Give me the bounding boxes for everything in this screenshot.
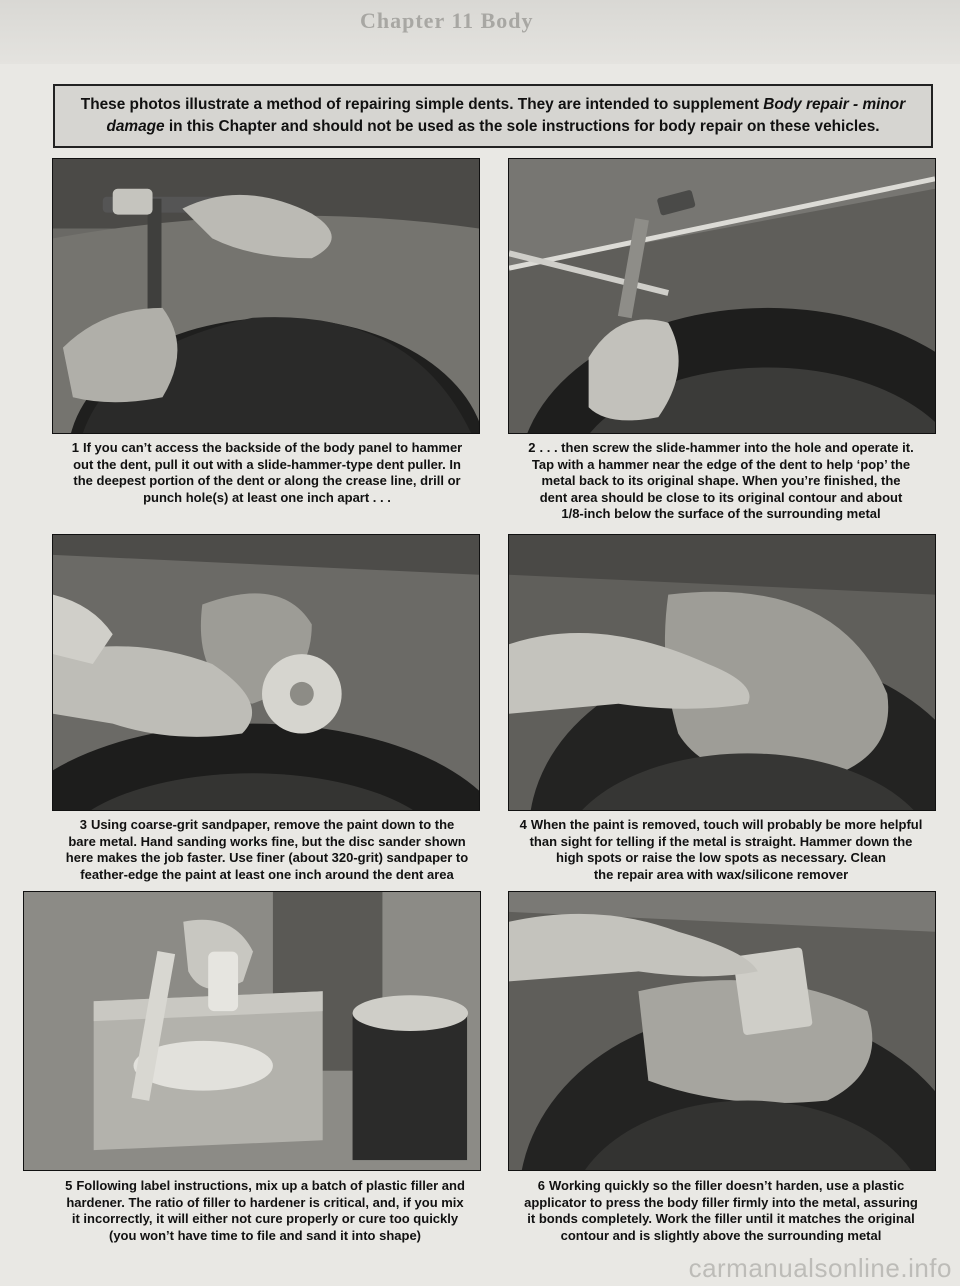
caption-line: Tap with a hammer near the edge of the dent to help ‘pop’ the xyxy=(531,456,911,472)
caption-line: punch hole(s) at least one inch apart . . . xyxy=(143,489,391,505)
caption-line xyxy=(495,1178,947,1195)
caption-line xyxy=(495,440,947,457)
caption-line: it bonds completely. Work the filler until it matches the original xyxy=(527,1211,915,1226)
caption-line: metal back to its original shape. When you’re finished, the xyxy=(541,473,901,488)
caption-line: feather-edge the paint at least one inch around the dent area xyxy=(80,866,454,882)
caption-line xyxy=(25,1178,505,1195)
photo-step-2 xyxy=(508,158,936,434)
caption-line: 1/8-inch below the surface of the surrounding metal xyxy=(561,506,881,521)
caption-line xyxy=(37,817,497,834)
caption-line: bare metal. Hand sanding works fine, but the disc sander shown xyxy=(68,833,466,849)
step-number: 6 xyxy=(537,1178,546,1193)
caption-step-4 xyxy=(495,817,947,883)
photo-step-1 xyxy=(52,158,480,434)
caption-line-text: Using coarse-grit sandpaper, remove the paint down to the xyxy=(90,817,455,832)
caption-line: it incorrectly, it will either not cure properly or cure too quickly xyxy=(71,1211,459,1226)
step-number: 2 xyxy=(528,440,536,455)
caption-line-text: . . . then screw the slide-hammer into the hole and operate it. xyxy=(539,440,914,455)
caption-step-1 xyxy=(37,440,497,506)
site-watermark: carmanualsonline.info xyxy=(688,1253,952,1283)
photo-step-3 xyxy=(52,534,480,811)
page-header xyxy=(0,0,960,64)
caption-line: the repair area with wax/silicone remover xyxy=(593,866,849,882)
photo-step-5 xyxy=(23,891,481,1171)
chapter-header-title: Chapter 11 Body xyxy=(360,8,534,33)
caption-line: than sight for telling if the metal is straight. Hammer down the xyxy=(529,833,913,849)
caption-step-2 xyxy=(495,440,947,523)
intro-text-part2: in this Chapter and should not be used as the sole instructions for body repair on these vehicles. xyxy=(164,118,880,135)
caption-line-text: When the paint is removed, touch will probably be more helpful xyxy=(530,817,923,832)
intro-reference-link: Body repair - minor damage xyxy=(106,96,906,135)
intro-notice-box xyxy=(53,84,933,148)
step-number: 1 xyxy=(71,440,79,455)
step-number: 3 xyxy=(79,817,87,832)
intro-text-part1: These photos illustrate a method of repairing simple dents. They are intended to supplement xyxy=(80,96,764,113)
photo-step-4 xyxy=(508,534,936,811)
caption-line xyxy=(495,817,947,834)
caption-line: contour and is slightly above the surrounding metal xyxy=(560,1227,882,1243)
caption-line xyxy=(37,440,497,457)
caption-line: the deepest portion of the dent or along the crease line, drill or xyxy=(73,473,461,488)
caption-line-text: Following label instructions, mix up a batch of plastic filler and xyxy=(76,1178,465,1193)
caption-line: applicator to press the body filler firmly into the metal, assuring xyxy=(524,1194,918,1210)
caption-step-6 xyxy=(495,1178,947,1244)
caption-line: dent area should be close to its original contour and about xyxy=(539,489,903,505)
caption-line: high spots or raise the low spots as necessary. Clean xyxy=(556,850,886,865)
caption-line: (you won’t have time to file and sand it into shape) xyxy=(108,1227,422,1243)
step-number: 5 xyxy=(65,1178,73,1193)
photo-step-6 xyxy=(508,891,936,1171)
caption-step-3 xyxy=(37,817,497,883)
caption-line-text: Working quickly so the filler doesn’t harden, use a plastic xyxy=(549,1178,905,1193)
caption-line: hardener. The ratio of filler to hardener is critical, and, if you mix xyxy=(66,1194,464,1210)
caption-line: here makes the job faster. Use finer (about 320-grit) sandpaper to xyxy=(65,850,469,865)
caption-line: out the dent, pull it out with a slide-hammer-type dent puller. In xyxy=(73,456,461,472)
caption-step-5 xyxy=(25,1178,505,1244)
intro-text xyxy=(65,94,921,138)
step-number: 4 xyxy=(519,817,527,832)
caption-line-text: If you can’t access the backside of the body panel to hammer xyxy=(82,440,463,455)
